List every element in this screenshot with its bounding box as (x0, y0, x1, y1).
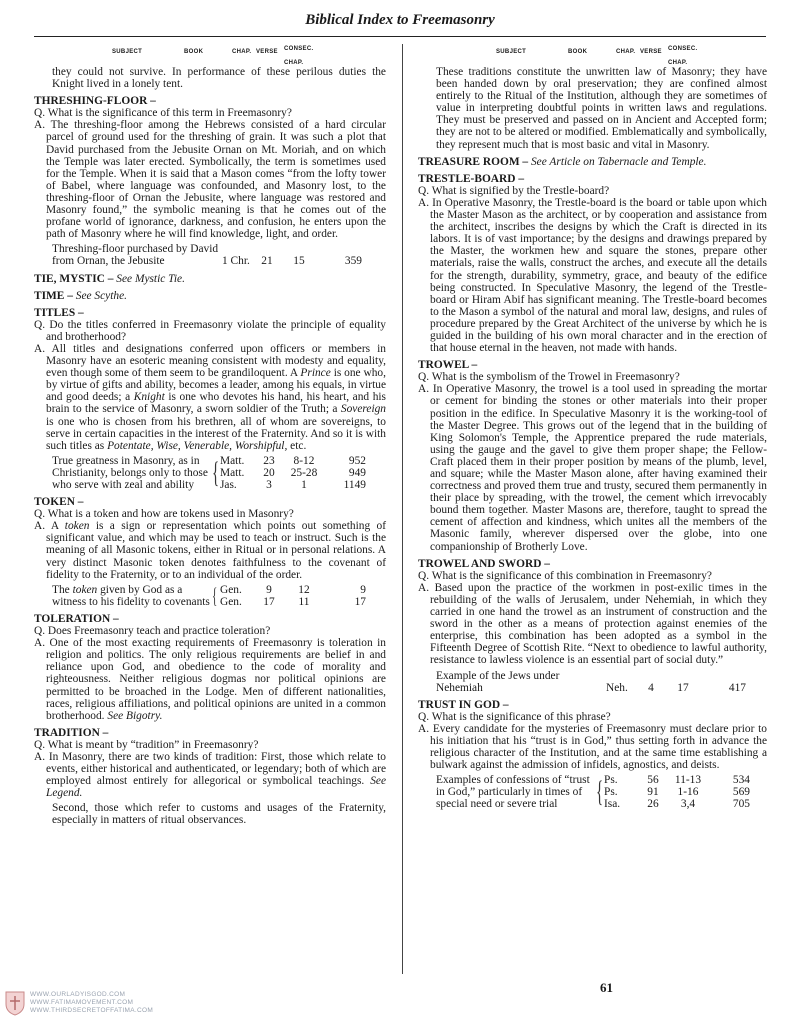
header-chap: CHAP. (616, 49, 636, 55)
answer-threshing-floor: A. The threshing-floor among the Hebrews consisted of a hard circular parcel of ground used for the threshing of grain. It was such a plot that David purchased from the Jebusite Ornan on Mt. Moriah, and on which the Temple was later erected. Symbolically, the term is sometimes used for the Temple. When it is said that a Mason comes “from the lofty tower of Babel, where language was confounded, and Masonry lost, to the threshing-floor of Ornan the Jebusite, where language was restored and Masonry found,” the symbolic meaning is that he comes out of the profane world of ignorance, darkness, and confusion, he enters upon the path of Masonry where he will find knowledge, light, and order. (34, 119, 386, 241)
question-threshing-floor: Q. What is the significance of this term in Freemasonry? (34, 107, 292, 120)
header-book: BOOK (568, 49, 588, 55)
header-book: BOOK (184, 49, 204, 55)
question-trowel-and-sword: Q. What is the significance of this combination in Freemasonry? (418, 569, 712, 582)
ref-row: Ps. 91 1-16 569 (604, 786, 750, 799)
scripture-ref-titles (34, 455, 386, 491)
brace-icon: { (596, 775, 604, 809)
entry-head-tradition: TRADITION – (34, 726, 109, 739)
page-number: 61 (600, 980, 613, 995)
question-trestle-board: Q. What is signified by the Trestle-board? (418, 184, 610, 197)
ref-row: Jas. 3 1 1149 (220, 479, 366, 491)
ref-text: Threshing-floor purchased by David from Ornan, the Jebusite (52, 243, 219, 268)
answer-trowel-and-sword: A. Based upon the practice of the workmen in post-exilic times in the rebuilding of the walls of Jerusalem, under Nehemiah, in which they carried in one hand the trowel as an instrument of construction and the sword in the other as a means of protection against enemies of the enterprise, this combination has been adopted as a symbol in the Fifteenth Degree of Scottish Rite. “Next to obedience to lawful authority, resistance to lawless violence is an essential part of social duty.” (418, 581, 767, 667)
ref-row: Ps. 56 11-13 534 (604, 774, 750, 787)
entry-head-titles: TITLES – (34, 306, 84, 319)
question-toleration: Q. Does Freemasonry teach and practice toleration? (34, 625, 271, 638)
brace-icon: { (212, 582, 218, 608)
header-chap: CHAP. (232, 49, 252, 55)
ref-row: Gen. 9 12 9 (220, 583, 366, 596)
entry-head-tie-mystic: TIE, MYSTIC – See Mystic Tie. (34, 272, 185, 285)
answer-token: A. A token is a sign or representation which points out something of significant value, and which may be used to teach or instruct. Such is the meaning of all Masonic tokens, either in Ritual or in personal relations. A very distinct Masonic token denotes faithfulness to the covenant of fidelity to the Fraternity, or to an individual of the order. (34, 520, 386, 581)
header-verse: VERSE (640, 49, 662, 55)
column-header (418, 46, 767, 66)
ref-book: 1 Chr. (222, 255, 250, 268)
question-titles: Q. Do the titles conferred in Freemasonry violate the principle of equality and brotherhood? (34, 318, 386, 343)
header-consec: CONSEC. CHAP. (668, 46, 698, 66)
watermark-link[interactable]: WWW.FATIMAMOVEMENT.COM (30, 999, 134, 1006)
ref-consec: 359 (344, 255, 362, 268)
question-token: Q. What is a token and how are tokens used in Masonry? (34, 508, 294, 521)
watermark-text (30, 991, 153, 1015)
ref-text: True greatness in Masonry, as in Christianity, belongs only to those who serve with zeal and ability (52, 454, 208, 491)
answer-titles: A. All titles and designations conferred upon officers or members in Masonry have an esoteric meaning consistent with modesty and equality, even though some of them seem to be grandiloquent. A Prince is one who, by virtue of gifts and ability, becomes a leader, among his equals, in virtue and good deeds; a Knight is one who devotes his hand, his heart, and his brain to the service of Masonry, a sworn soldier of the Truth; a Sovereign is one who is chosen from his brethren, all of whom are sovereigns, to serve in certain capacities in the interest of the Fraternity. And so it is with such titles as Potentate, Wise, Venerable, Worshipful, etc. (34, 342, 386, 452)
header-rule (34, 36, 766, 37)
entry-head-toleration: TOLERATION – (34, 612, 119, 625)
column-divider (402, 44, 403, 974)
brace-icon: { (212, 455, 220, 489)
question-tradition: Q. What is meant by “tradition” in Freemasonry? (34, 738, 259, 751)
header-subject: SUBJECT (496, 49, 527, 55)
ref-row: Matt. 20 25-28 949 (220, 466, 366, 479)
question-trowel: Q. What is the symbolism of the Trowel in Freemasonry? (418, 371, 680, 384)
intro-text: These traditions constitute the unwritten law of Masonry; they have been handed down by oral preservation; they are confined almost entirely to the Ritual of the Institution, although they are sometimes of value in interpreting doubtful points in written laws and regulations. They must be preserved and passed on in Ancient and Accepted form; they are not to be altered or modified. Emblematically and symbolically, they represent much that is most basic and vital in Masonry. (436, 66, 767, 151)
ref-verse: 15 (293, 255, 305, 268)
scripture-ref-trowel-and-sword (418, 670, 767, 694)
scripture-ref-token (34, 584, 386, 608)
entry-head-threshing-floor: THRESHING-FLOOR – (34, 95, 156, 108)
ref-chap: 21 (261, 255, 273, 268)
ref-row: Isa. 26 3,4 705 (604, 798, 750, 811)
answer-trestle-board: A. In Operative Masonry, the Trestle-board is the board or table upon which the Master Mason as the architect, or by cooperation and assistance from the architect, inscribes the designs by which the Craft is directed in its labors. It is of vast importance; by the designs and drawings prepared by the Master, the workmen hew and square the stones, prepare other materials, raise the walls, construct the arches, and execute all the details for the strength, durability, symmetry, grace, and beauty of the edifice being constructed. In Speculative Masonry, the legend of the Trestle-board or Hiram Abif has significant meaning. The Trestle-board becomes to the Mason a symbol of the natural and moral law, designs, and rules of procedure prepared by the Great Architect of the universe by which he is guided in the building of his own moral character and in the erection of that house eternal in the heaven, not made with hands. (418, 196, 767, 355)
entry-head-trowel: TROWEL – (418, 359, 478, 372)
ref-row: Matt. 23 8-12 952 (220, 454, 366, 467)
ref-verse: 17 (677, 681, 689, 694)
question-trust-in-god: Q. What is the significance of this phrase? (418, 710, 611, 723)
watermark-link[interactable]: WWW.THIRDSECRETOFFATIMA.COM (30, 1007, 154, 1014)
seal-icon (4, 990, 26, 1016)
entry-head-time: TIME – See Scythe. (34, 289, 128, 302)
watermark (4, 990, 153, 1016)
ref-consec: 417 (728, 681, 746, 694)
ref-text: Example of the Jews under Nehemiah (436, 669, 560, 694)
header-verse: VERSE (256, 49, 278, 55)
ref-text: The token given by God as a witness to his fidelity to covenants (52, 583, 210, 608)
entry-head-trust-in-god: TRUST IN GOD – (418, 698, 509, 711)
answer-tradition: A. In Masonry, there are two kinds of tradition: First, those which relate to events, either historical and authenticated, or legendary; both of which are employed almost entirely for allegorical or symbolical teachings. See Legend. (34, 750, 386, 800)
right-column (418, 46, 767, 811)
header-subject: SUBJECT (112, 49, 143, 55)
scripture-ref-threshing-floor (34, 243, 386, 267)
header-consec: CONSEC. CHAP. (284, 46, 314, 66)
intro-text: they could not survive. In performance of these perilous duties the Knight lived in a lonely tent. (52, 66, 386, 91)
scripture-ref-trust-in-god (418, 774, 767, 810)
entry-head-trestle-board: TRESTLE-BOARD – (418, 172, 525, 185)
answer-trowel: A. In Operative Masonry, the trowel is a tool used in spreading the mortar or cement for binding the stones or other materials into their proper position in the edifice. In Speculative Masonry it is the working-tool of the Master Degree. This grows out of the legend that in the building of King Solomon's Temple, the Apprentice prepared the rude materials, using the gauge and the gavel to give them proper shape; the Fellow-Craft placed them in their proper position by means of the plumb, level, and square; while the Master Mason alone, after having examined their correctness and proved them true and trusty, secured them permanently in their place by spreading, with the trowel, the cement which irrevocably bound them together. Master Masons are, therefore, taught to spread the cement of affection and kindness, which unites all the members of the Masonic family, wherever dispersed over the globe, into one companionship of Brotherly Love. (418, 383, 767, 553)
ref-chap: 4 (648, 681, 654, 694)
entry-head-trowel-and-sword: TROWEL AND SWORD – (418, 557, 550, 570)
answer-tradition-second: Second, those which refer to customs and usages of the Fraternity, especially in matters of ritual observances. (52, 802, 386, 827)
page-title: Biblical Index to Freemasonry (305, 12, 495, 28)
watermark-link[interactable]: WWW.OURLADYISGOD.COM (30, 991, 126, 998)
ref-row: Gen. 17 11 17 (220, 595, 366, 608)
ref-text: Examples of confessions of “trust in God,” particularly in times of special need or severe trial (436, 774, 590, 811)
left-column (34, 46, 386, 827)
ref-book: Neh. (606, 681, 628, 694)
entry-head-treasure-room: TREASURE ROOM – See Article on Tabernacle and Temple. (418, 155, 707, 168)
column-header (34, 46, 386, 66)
answer-toleration: A. One of the most exacting requirements of Freemasonry is toleration in religion and politics. The only religious requirements are belief in and reliance upon God, and obedience to the code of morality and righteousness. Neither religious dogmas nor political opinions are permitted to be broached in the Lodge. Men of different nationalities, races, religious affiliations, and political opinions are united in a common brotherhood. See Bigotry. (34, 637, 386, 722)
entry-head-token: TOKEN – (34, 496, 84, 509)
answer-trust-in-god: A. Every candidate for the mysteries of Freemasonry must declare prior to his initiation that his “trust is in God,” thus setting forth in advance the religious character of the Institution, and at the same time establishing a bulwark against the admission of infidels, agnostics, and deists. (418, 722, 767, 772)
